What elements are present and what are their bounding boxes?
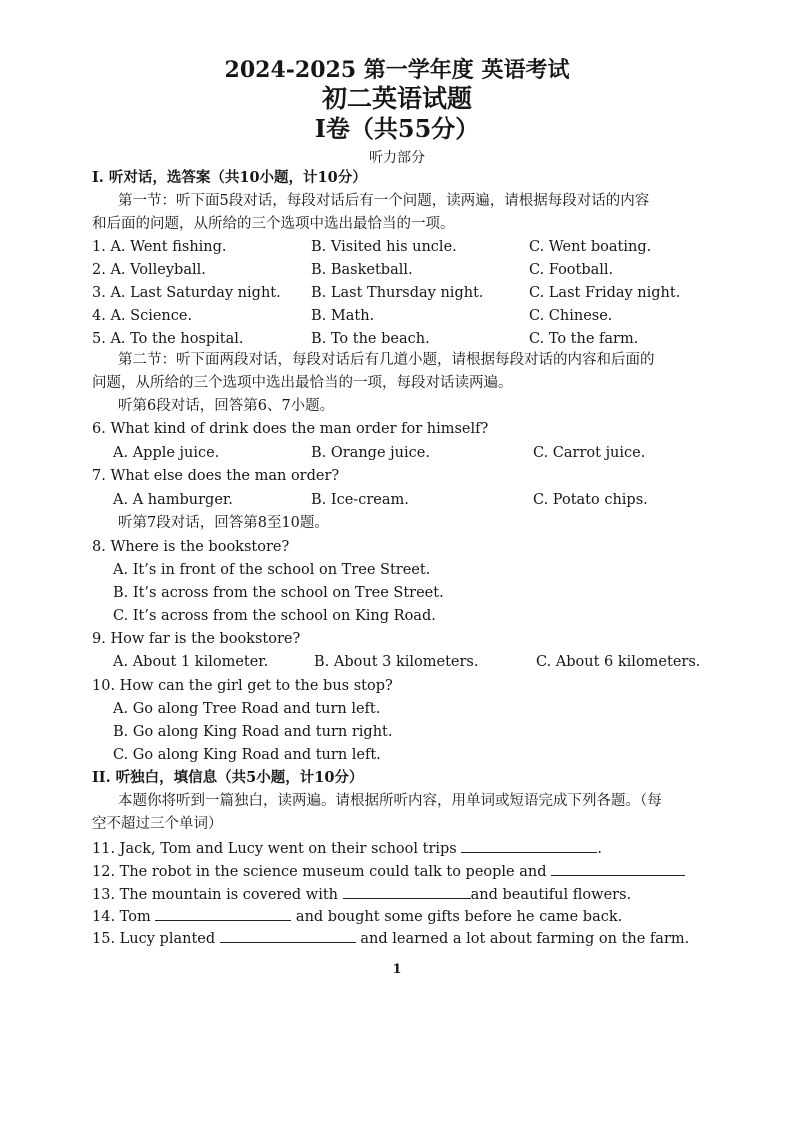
part2-heading: II. 听独白，填信息（共5小题，计10分） bbox=[92, 769, 364, 786]
q1-option-b: B. Visited his uncle. bbox=[311, 239, 457, 255]
part1-instruction-1b: 和后面的问题，从所给的三个选项中选出最恰当的一项。 bbox=[92, 216, 455, 232]
exam-title-volume: I卷（共55分） bbox=[314, 114, 480, 143]
q9-option-a: A. About 1 kilometer. bbox=[113, 654, 269, 670]
section-subtitle: 听力部分 bbox=[369, 150, 425, 166]
q14-text-end: and bought some gifts before he came back. bbox=[295, 909, 623, 925]
q8-option-a: A. It’s in front of the school on Tree Street. bbox=[113, 562, 431, 578]
q12-answer-blank[interactable] bbox=[551, 861, 685, 876]
q3-option-a: 3. A. Last Saturday night. bbox=[92, 285, 281, 301]
q15-text: 15. Lucy planted bbox=[92, 931, 216, 947]
q7-option-c: C. Potato chips. bbox=[533, 492, 648, 508]
q6-stem: 6. What kind of drink does the man order for himself? bbox=[92, 421, 489, 437]
q14-text: 14. Tom bbox=[92, 909, 151, 925]
part1-heading: I. 听对话，选答案（共10小题，计10分） bbox=[92, 169, 367, 186]
part2-instruction-a: 本题你将听到一篇独白，读两遍。请根据所听内容，用单词或短语完成下列各题。（每 bbox=[118, 793, 662, 809]
exam-title-grade: 初二英语试题 bbox=[321, 84, 472, 113]
q2-option-b: B. Basketball. bbox=[311, 262, 413, 278]
q2-option-a: 2. A. Volleyball. bbox=[92, 262, 206, 278]
q13-line bbox=[92, 884, 631, 905]
q11-line bbox=[92, 838, 602, 859]
q11-text: 11. Jack, Tom and Lucy went on their school trips bbox=[92, 841, 457, 857]
q13-text-end: and beautiful flowers. bbox=[470, 887, 632, 903]
page-number: 1 bbox=[392, 962, 402, 977]
q14-answer-blank[interactable] bbox=[155, 906, 291, 921]
q15-answer-blank[interactable] bbox=[220, 928, 356, 943]
q6-option-a: A. Apple juice. bbox=[113, 445, 220, 461]
part1-instruction-2a: 第二节：听下面两段对话，每段对话后有几道小题，请根据每段对话的内容和后面的 bbox=[118, 352, 655, 368]
q7-option-a: A. A hamburger. bbox=[113, 492, 233, 508]
q13-text: 13. The mountain is covered with bbox=[92, 887, 339, 903]
q9-stem: 9. How far is the bookstore? bbox=[92, 631, 301, 647]
part2-instruction-b: 空不超过三个单词） bbox=[92, 816, 223, 832]
listen-dialogue-6: 听第6段对话，回答第6、7小题。 bbox=[118, 398, 335, 414]
q4-option-b: B. Math. bbox=[311, 308, 375, 324]
q7-stem: 7. What else does the man order? bbox=[92, 468, 340, 484]
exam-title-year: 2024-2025 第一学年度 英语考试 bbox=[224, 57, 570, 83]
q10-option-b: B. Go along King Road and turn right. bbox=[113, 724, 393, 740]
q9-option-c: C. About 6 kilometers. bbox=[536, 654, 701, 670]
q5-option-c: C. To the farm. bbox=[529, 331, 639, 347]
part1-instruction-2b: 问题，从所给的三个选项中选出最恰当的一项，每段对话读两遍。 bbox=[92, 375, 513, 391]
q10-option-c: C. Go along King Road and turn left. bbox=[113, 747, 381, 763]
q7-option-b: B. Ice-cream. bbox=[311, 492, 409, 508]
q10-option-a: A. Go along Tree Road and turn left. bbox=[113, 701, 381, 717]
q12-line bbox=[92, 861, 685, 882]
q1-option-a: 1. A. Went fishing. bbox=[92, 239, 227, 255]
q6-option-b: B. Orange juice. bbox=[311, 445, 430, 461]
q8-option-c: C. It’s across from the school on King Road. bbox=[113, 608, 436, 624]
q4-option-c: C. Chinese. bbox=[529, 308, 613, 324]
q8-option-b: B. It’s across from the school on Tree Street. bbox=[113, 585, 444, 601]
q2-option-c: C. Football. bbox=[529, 262, 614, 278]
q15-text-end: and learned a lot about farming on the farm. bbox=[360, 931, 690, 947]
q13-answer-blank[interactable] bbox=[343, 884, 471, 899]
q11-text-end: . bbox=[597, 841, 602, 857]
listen-dialogue-7: 听第7段对话，回答第8至10题。 bbox=[118, 515, 329, 531]
q9-option-b: B. About 3 kilometers. bbox=[314, 654, 479, 670]
q8-stem: 8. Where is the bookstore? bbox=[92, 539, 290, 555]
q15-line bbox=[92, 928, 689, 949]
q5-option-a: 5. A. To the hospital. bbox=[92, 331, 244, 347]
q3-option-b: B. Last Thursday night. bbox=[311, 285, 484, 301]
q3-option-c: C. Last Friday night. bbox=[529, 285, 681, 301]
q6-option-c: C. Carrot juice. bbox=[533, 445, 646, 461]
q1-option-c: C. Went boating. bbox=[529, 239, 652, 255]
q4-option-a: 4. A. Science. bbox=[92, 308, 193, 324]
q10-stem: 10. How can the girl get to the bus stop? bbox=[92, 678, 393, 694]
q12-text: 12. The robot in the science museum could talk to people and bbox=[92, 864, 547, 880]
q5-option-b: B. To the beach. bbox=[311, 331, 430, 347]
q14-line bbox=[92, 906, 622, 927]
q11-answer-blank[interactable] bbox=[461, 838, 597, 853]
part1-instruction-1a: 第一节：听下面5段对话，每段对话后有一个问题，读两遍，请根据每段对话的内容 bbox=[118, 193, 650, 209]
